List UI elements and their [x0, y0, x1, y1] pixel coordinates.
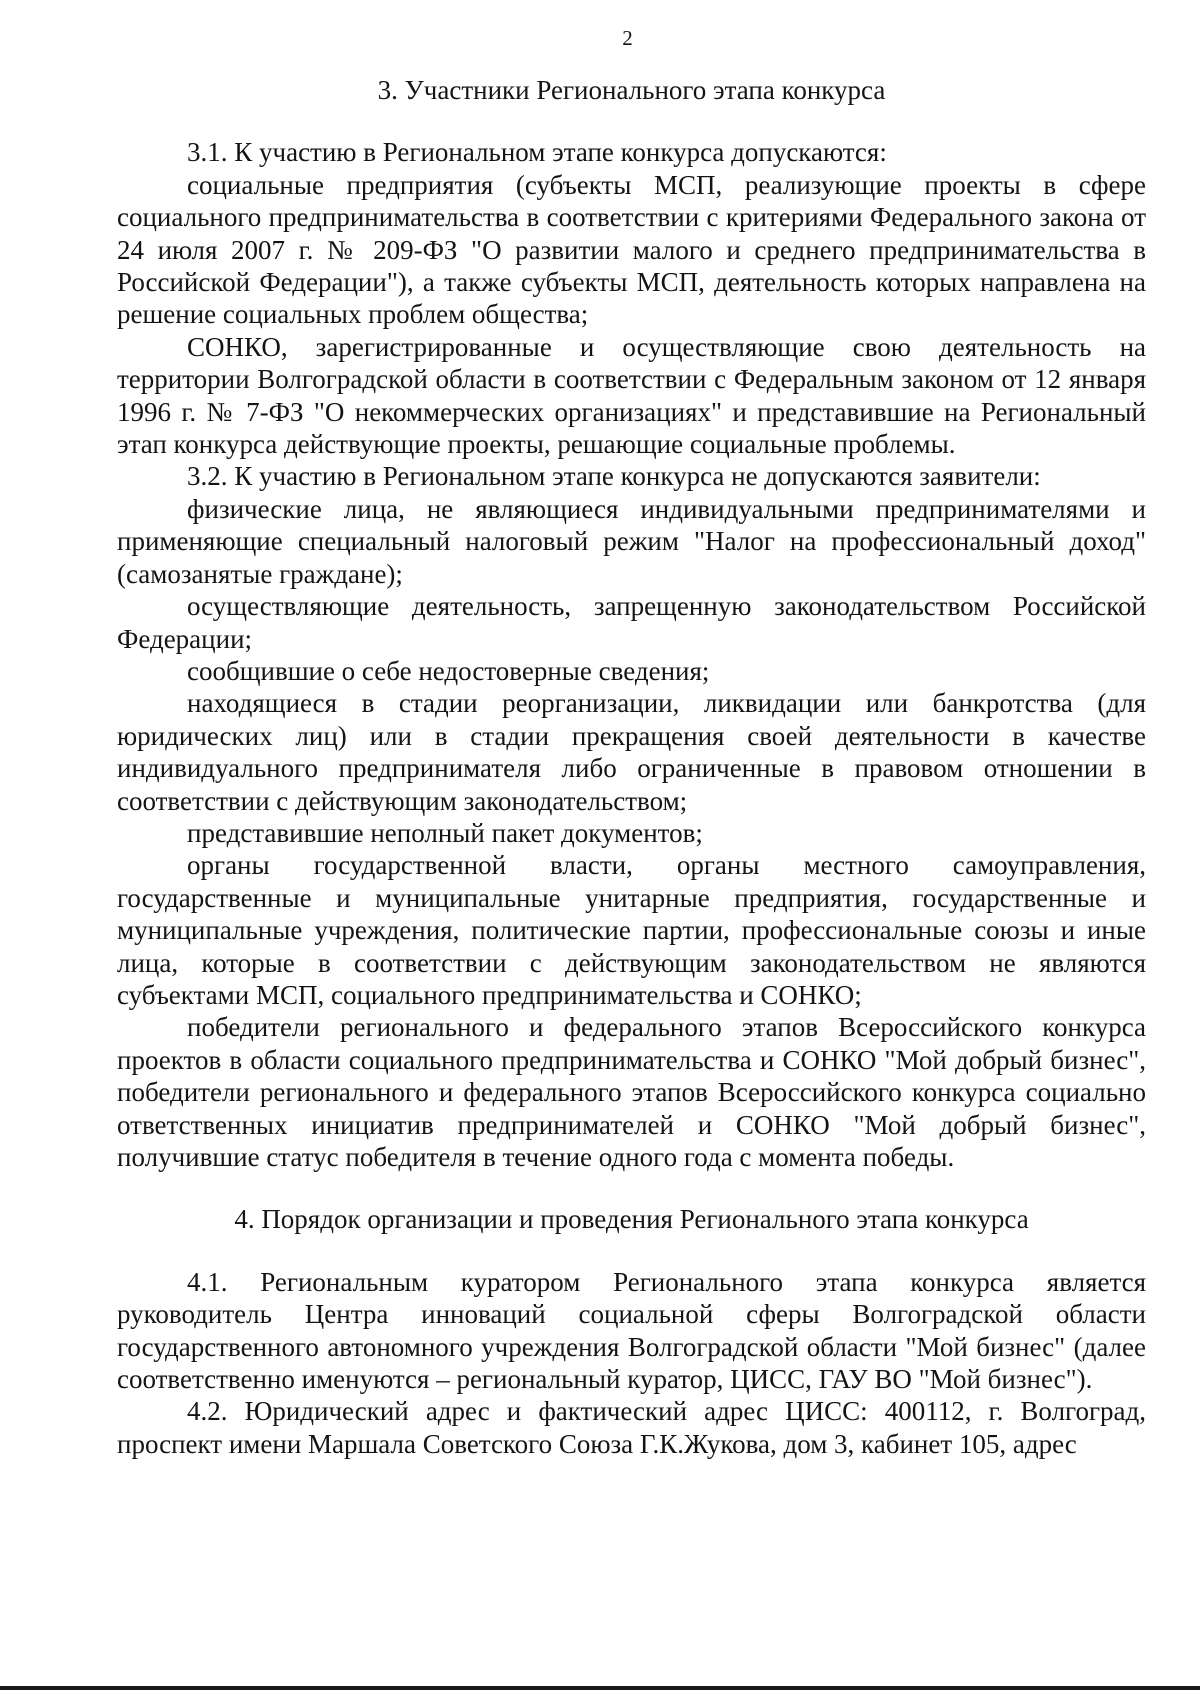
- paragraph-individuals: физические лица, не являющиеся индивидуальными предпринимателями и применяющие специальный налоговый режим "Налог на профессиональный доход" (самозанятые граждане);: [117, 493, 1146, 589]
- paragraph-prohibited-activity: осуществляющие деятельность, запрещенную законодательством Российской Федерации;: [117, 591, 1146, 654]
- paragraph-social-enterprises: социальные предприятия (субъекты МСП, реализующие проекты в сфере социального предпринимательства в соответствии с критериями Федерального закона от 24 июля 2007 г. № 209-ФЗ "О развитии малого и среднего предпринимательства в Российской Федерации"), а также субъекты МСП, деятельность которых направлена на решение социальных проблем общества;: [117, 169, 1146, 330]
- paragraph-3-2: 3.2. К участию в Региональном этапе конкурса не допускаются заявители:: [187, 461, 1041, 492]
- paragraph-sonko: СОНКО, зарегистрированные и осуществляющие свою деятельность на территории Волгоградской области в соответствии с Федеральным законом от 12 января 1996 г. № 7-ФЗ "О некоммерческих организациях" и представившие на Региональный этап конкурса действующие проекты, решающие социальные проблемы.: [117, 331, 1146, 460]
- paragraph-previous-winners: победители регионального и федерального этапов Всероссийского конкурса проектов в области социального предпринимательства и СОНКО "Мой добрый бизнес", победители регионального и федерального этапов Всероссийского конкурса социально ответственных инициатив предпринимателей и СОНКО "Мой добрый бизнес", получившие статус победителя в течение одного года с момента победы.: [117, 1012, 1146, 1172]
- paragraph-4-2: 4.2. Юридический адрес и фактический адрес ЦИСС: 400112, г. Волгоград, проспект имени Маршала Советского Союза Г.К.Жукова, дом 3, кабинет 105, адрес: [117, 1396, 1146, 1459]
- paragraph-government-bodies: органы государственной власти, органы местного самоуправления, государственные и муниципальные унитарные предприятия, государственные и муниципальные учреждения, политические партии, профессиональные союзы и иные лица, которые в соответствии с действующим законодательством не являются субъектами МСП, социального предпринимательства и СОНКО;: [117, 850, 1146, 1010]
- paragraph-false-information: сообщившие о себе недостоверные сведения;: [187, 655, 710, 686]
- section-3-heading: 3. Участники Регионального этапа конкурса: [377, 75, 886, 105]
- page-bottom-rule: [0, 1686, 1200, 1690]
- document-body: [117, 74, 1146, 1460]
- paragraph-reorganization: находящиеся в стадии реорганизации, ликвидации или банкротства (для юридических лиц) или в стадии прекращения своей деятельности в качестве индивидуального предпринимателя либо ограниченные в правовом отношении в соответствии с действующим законодательством;: [117, 688, 1146, 816]
- page-number: 2: [622, 26, 633, 50]
- section-4-heading: 4. Порядок организации и проведения Регионального этапа конкурса: [234, 1204, 1029, 1235]
- paragraph-incomplete-documents: представившие неполный пакет документов;: [187, 817, 703, 848]
- paragraph-3-1: 3.1. К участию в Региональном этапе конкурса допускаются:: [187, 137, 887, 168]
- paragraph-4-1: 4.1. Региональным куратором Регионального этапа конкурса является руководитель Центра инноваций социальной сферы Волгоградской области государственного автономного учреждения Волгоградской области "Мой бизнес" (далее соответственно именуются – региональный куратор, ЦИСС, ГАУ ВО "Мой бизнес").: [117, 1266, 1146, 1395]
